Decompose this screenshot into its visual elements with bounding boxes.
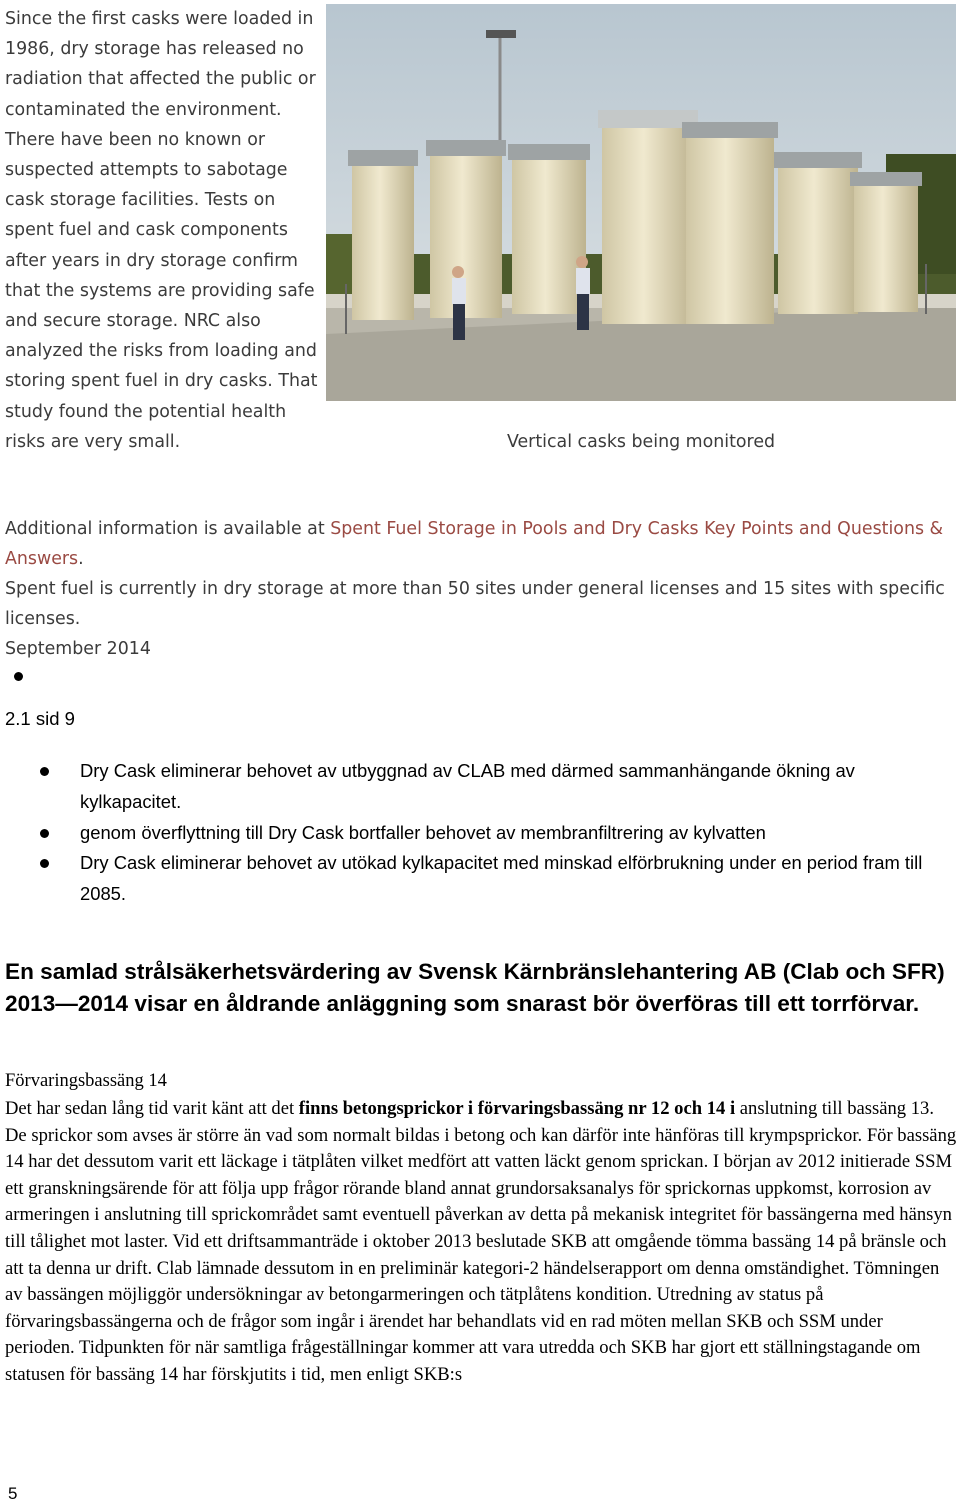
list-item: Dry Cask eliminerar behovet av utbyggnad av CLAB med därmed sammanhängande ökning av kylkapacitet. — [0, 756, 960, 818]
bullet-icon — [40, 859, 49, 868]
bullet-icon — [40, 829, 49, 838]
assessment-heading: En samlad strålsäkerhetsvärdering av Svensk Kärnbränslehantering AB (Clab och SFR) 2013—2014 visar en åldrande anläggning som snarast bör överföras till ett torrförvar. — [5, 959, 945, 1016]
pool-paragraph: Det har sedan lång tid varit känt att det finns betongsprickor i förvaringsbassäng nr 12 och 14 i anslutning till bassäng 13. De sprickor som avses är större än vad som normalt bildas i betong och kan därför inte hänföras till krympsprickor. För bassäng 14 har det dessutom varit ett läckage i tätplåten vilket medfört att vatten läckt genom sprickan. I början av 2012 initierade SSM ett granskningsärende för att följa upp frågor rörande bland annat grundorsaksanalys för sprickornas uppkomst, korrosion av armeringen i anslutning till sprickområdet samt eventuell påverkan av detta på mekanisk integritet för bassängerna med hänsyn till tålighet mot laster. Vid ett driftsammanträde i oktober 2013 beslutade SKB att omgående tömma bassäng 14 på bränsle och att ta denna ur drift. Clab lämnade dessutom in en preliminär kategori-2 händelserapport om denna omständighet. Tömningen av bassängen möjliggör undersökningar av betongarmeringen och tätplåtens kondition. Utredning av status på förvaringsbassängerna och de frågor som ingår i ärendet har behandlats vid en rad möten mellan SKB och SSM under perioden. Tidpunkten för när samtliga frågeställningar kommer att vara utredda och SKB har gjort ett ställningstagande om statusen för bassäng 14 har förskjutits i tid, men enligt SKB:s — [5, 1098, 957, 1385]
list-item: genom överflyttning till Dry Cask bortfaller behovet av membranfiltrering av kylvatten — [0, 818, 960, 849]
additional-suffix: . — [78, 549, 84, 570]
intro-paragraph: Since the first casks were loaded in 1986, dry storage has released no radiation that affected the public or contaminated the environment. There have been no known or suspected attempts to sabotage cask storage facilities. Tests on spent fuel and cask components after years in dry storage confirm that the systems are providing safe and secure storage. NRC also analyzed the risks from loading and storing spent fuel in dry casks. That study found the potential health risks are very small. — [5, 9, 318, 452]
licenses-paragraph: Spent fuel is currently in dry storage at more than 50 sites under general licenses and 15 sites with specific licenses. — [5, 579, 945, 630]
pool-bold-phrase: finns betongsprickor i förvaringsbassäng nr 12 och 14 i — [298, 1098, 736, 1119]
additional-info — [5, 514, 955, 574]
pool-subtitle: Förvaringsbassäng 14 — [5, 1071, 167, 1091]
bullet-icon — [40, 767, 49, 776]
key-points-link[interactable]: Spent Fuel Storage in Pools and Dry Casks Key Points and Questions & Answers — [5, 519, 944, 570]
cask-photo — [326, 4, 956, 401]
section-label: 2.1 sid 9 — [5, 708, 75, 729]
additional-prefix: Additional information is available at — [5, 519, 331, 539]
photo-caption: Vertical casks being monitored — [506, 432, 776, 452]
page-number: 5 — [8, 1484, 18, 1503]
list-item: Dry Cask eliminerar behovet av utökad kylkapacitet med minskad elförbrukning under en period fram till 2085. — [0, 848, 960, 910]
bullet-dot-icon — [14, 672, 23, 681]
date-line: September 2014 — [5, 639, 151, 659]
bullet-list — [0, 756, 960, 910]
